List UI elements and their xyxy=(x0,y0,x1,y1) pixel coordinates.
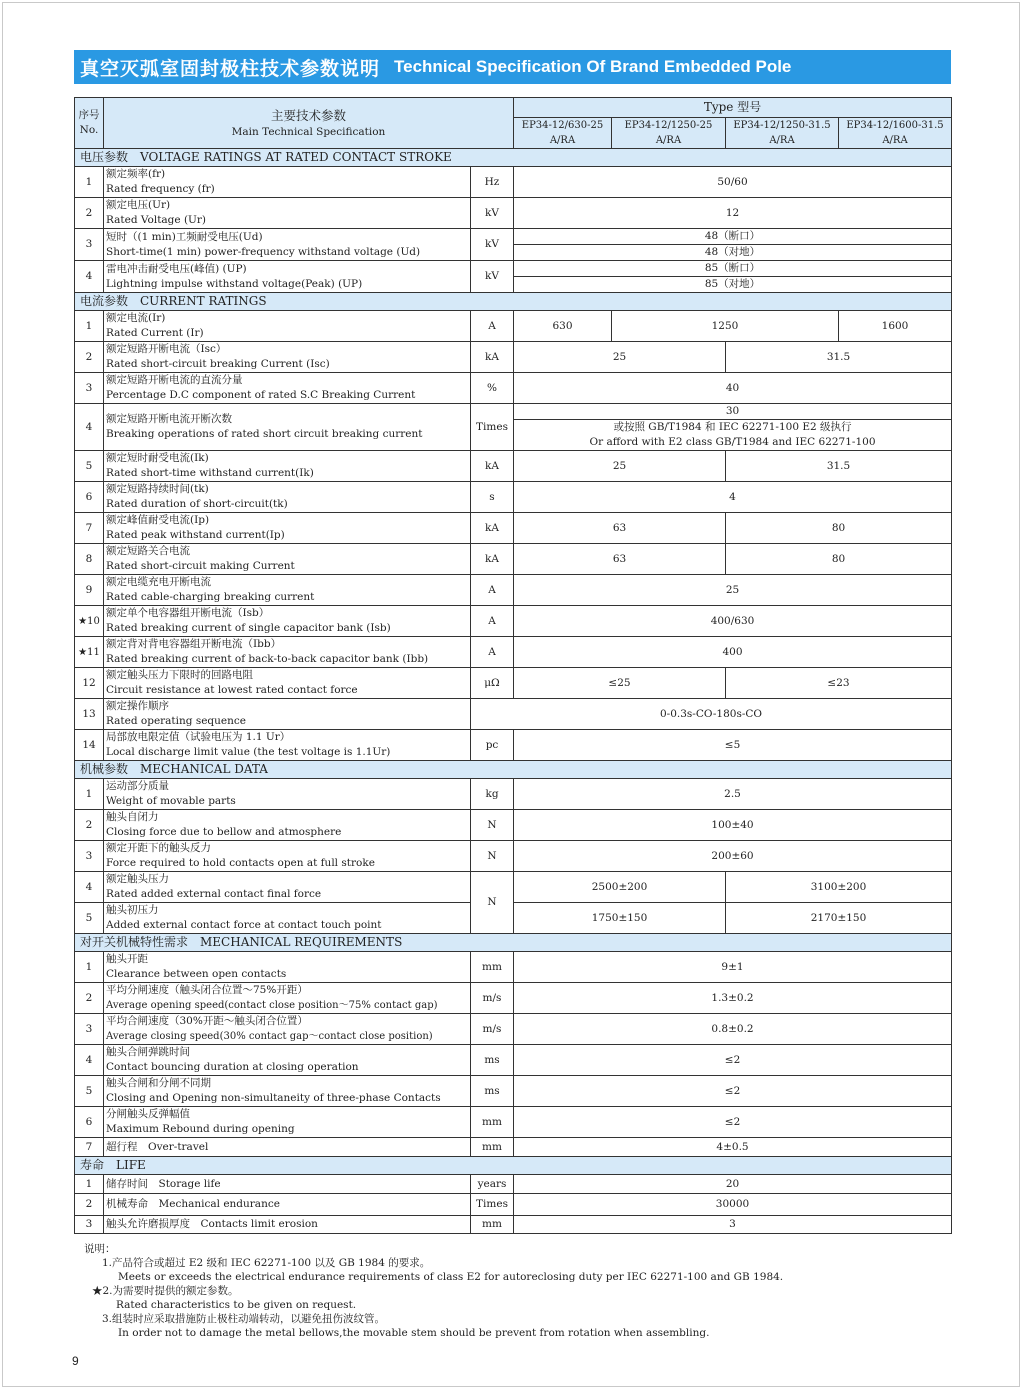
param-cn: 触头合闸和分闸不同期 xyxy=(106,1077,211,1089)
row-no: 5 xyxy=(75,1076,104,1107)
param-en: Contact bouncing duration at closing operation xyxy=(106,1061,359,1073)
table-row xyxy=(75,1107,952,1138)
row-no: 2 xyxy=(75,342,104,373)
row-no: 14 xyxy=(75,730,104,761)
table-row xyxy=(75,637,952,668)
value-cell: 31.5 xyxy=(726,342,952,373)
unit-cell: Times xyxy=(471,1194,514,1216)
header-row xyxy=(75,98,952,118)
header-main-cn: 主要技术参数 xyxy=(270,107,346,123)
param-en: Clearance between open contacts xyxy=(106,968,287,980)
value-earth: 48（对地） xyxy=(704,246,761,258)
unit-cell: s xyxy=(471,482,514,513)
table-row xyxy=(75,779,952,810)
unit-cell: ms xyxy=(471,1076,514,1107)
row-no: ★11 xyxy=(75,637,104,668)
param-cell xyxy=(104,810,471,841)
note-3-cn: 3.组装时应采取措施防止极柱动端转动，以避免扭伤波纹管。 xyxy=(102,1313,386,1325)
header-no xyxy=(75,98,104,149)
param-en: Force required to hold contacts open at full stroke xyxy=(106,857,375,869)
table-row xyxy=(75,482,952,513)
param-cell xyxy=(104,513,471,544)
section-life-title: 寿命 LIFE xyxy=(75,1157,952,1175)
param-cn: 额定开距下的触头反力 xyxy=(106,842,211,854)
param-en: Rated Current (Ir) xyxy=(106,327,204,339)
value-cell: 0.8±0.2 xyxy=(514,1014,952,1045)
param-en: Short-time(1 min) power-frequency withstand voltage (Ud) xyxy=(106,245,421,258)
row-no: 6 xyxy=(75,1107,104,1138)
unit-cell: ms xyxy=(471,1045,514,1076)
param-cn: 额定电流(Ir) xyxy=(106,312,166,324)
row-no: 2 xyxy=(75,1194,104,1216)
value-cell: ≤2 xyxy=(514,1045,952,1076)
param-en: Circuit resistance at lowest rated contact force xyxy=(106,684,358,696)
row-no: 4 xyxy=(75,404,104,451)
param-cn: 分闸触头反弹幅值 xyxy=(106,1108,190,1120)
table-row xyxy=(75,575,952,606)
value-cell: 1750±150 xyxy=(514,903,726,934)
header-type: Type 型号 xyxy=(514,98,952,118)
row-no: 1 xyxy=(75,311,104,342)
param-cell xyxy=(104,544,471,575)
value-break: 85（断口） xyxy=(514,261,951,277)
param-en: Average opening speed(contact close position～75% contact gap) xyxy=(106,1000,438,1011)
row-no: 5 xyxy=(75,451,104,482)
unit-cell: A xyxy=(471,575,514,606)
header-main xyxy=(104,98,514,149)
table-row xyxy=(75,903,952,934)
param-cell xyxy=(104,167,471,198)
table-row xyxy=(75,1014,952,1045)
param-en: Maximum Rebound during opening xyxy=(106,1123,295,1135)
value-cell: 80 xyxy=(726,544,952,575)
param-cell xyxy=(104,606,471,637)
table-row xyxy=(75,1194,952,1216)
param-cell xyxy=(104,482,471,513)
param-en: Rated duration of short-circuit(tk) xyxy=(106,498,288,510)
param-cn: 额定峰值耐受电流(Ip) xyxy=(106,514,210,526)
param-cell xyxy=(104,903,471,934)
unit-cell: A xyxy=(471,637,514,668)
unit-cell: mm xyxy=(471,1138,514,1157)
value-cell: 400 xyxy=(514,637,952,668)
value-cell: 63 xyxy=(514,513,726,544)
header-no-en: No. xyxy=(79,124,99,136)
table-row xyxy=(75,1076,952,1107)
table-row xyxy=(75,513,952,544)
param-cn: 短时（(1 min)工频耐受电压(Ud) xyxy=(106,230,263,243)
unit-cell: m/s xyxy=(471,983,514,1014)
value-cell: 9±1 xyxy=(514,952,952,983)
param-cell xyxy=(104,668,471,699)
unit-cell: mm xyxy=(471,952,514,983)
param-cn: 额定短路开断电流的直流分量 xyxy=(106,374,243,386)
note-3-en: In order not to damage the metal bellows,the movable stem should be prevent from rotation when assembling. xyxy=(118,1327,710,1339)
value-cell: 20 xyxy=(514,1175,952,1194)
value-earth: 85（对地） xyxy=(704,278,761,290)
row-no: 3 xyxy=(75,1216,104,1234)
row-no: 13 xyxy=(75,699,104,730)
table-row xyxy=(75,983,952,1014)
unit-cell: A xyxy=(471,311,514,342)
title-cn: 真空灭弧室固封极柱技术参数说明 xyxy=(80,57,381,80)
value-cell: ≤2 xyxy=(514,1107,952,1138)
value-standard-en: Or afford with E2 class GB/T1984 and IEC 62271-100 xyxy=(589,436,876,448)
param-cn: 额定短时耐受电流(Ik) xyxy=(106,452,209,464)
param-cn: 额定短路开断电流（Isc） xyxy=(106,343,227,355)
section-mechanical xyxy=(75,761,952,779)
unit-cell: N xyxy=(471,810,514,841)
table-row xyxy=(75,668,952,699)
value-times: 30 xyxy=(514,404,951,420)
unit-cell: m/s xyxy=(471,1014,514,1045)
param-cn: 额定背对背电容器组开断电流（Ibb） xyxy=(106,638,282,650)
note-2-en: Rated characteristics to be given on request. xyxy=(116,1299,357,1311)
table-row xyxy=(75,311,952,342)
param-cn: 机械寿命 Mechanical endurance xyxy=(106,1198,280,1210)
table-row xyxy=(75,229,952,261)
notes xyxy=(74,1242,951,1340)
param-cn: 额定电压(Ur) xyxy=(106,199,171,211)
param-cn: 额定频率(fr) xyxy=(106,168,166,180)
param-cn: 储存时间 Storage life xyxy=(106,1177,221,1190)
value-cell: 400/630 xyxy=(514,606,952,637)
param-cn: 额定触头压力 xyxy=(106,873,169,885)
row-no: 3 xyxy=(75,229,104,261)
table-row xyxy=(75,404,952,451)
table-row xyxy=(75,810,952,841)
table-row xyxy=(75,451,952,482)
row-no: 9 xyxy=(75,575,104,606)
value-cell: 2.5 xyxy=(514,779,952,810)
value-cell xyxy=(514,229,952,261)
param-cell xyxy=(104,1216,471,1234)
param-cn: 额定触头压力下限时的回路电阻 xyxy=(106,669,253,681)
spec-table xyxy=(74,97,952,1234)
unit-cell: Hz xyxy=(471,167,514,198)
table-row xyxy=(75,167,952,198)
param-cell xyxy=(104,779,471,810)
param-en: Rated short-time withstand current(Ik) xyxy=(106,467,314,479)
table-row xyxy=(75,872,952,903)
param-en: Rated short-circuit making Current xyxy=(106,560,295,572)
param-cell xyxy=(104,699,471,730)
value-cell: 40 xyxy=(514,373,952,404)
param-cell xyxy=(104,730,471,761)
param-cell xyxy=(104,342,471,373)
param-cn: 额定短路开断电流开断次数 xyxy=(106,413,232,425)
table-row xyxy=(75,1175,952,1194)
unit-cell: kV xyxy=(471,229,514,261)
param-en: Rated breaking current of single capacitor bank (Isb) xyxy=(106,622,391,634)
row-no: 12 xyxy=(75,668,104,699)
param-cell xyxy=(104,1138,471,1157)
param-cn: 运动部分质量 xyxy=(106,780,169,792)
row-no: 4 xyxy=(75,261,104,293)
value-cell: ≤25 xyxy=(514,668,726,699)
unit-cell: kg xyxy=(471,779,514,810)
model-3: EP34-12/1250-31.5 A/RA xyxy=(726,118,839,149)
unit-cell: μΩ xyxy=(471,668,514,699)
param-en: Weight of movable parts xyxy=(106,795,236,807)
param-cell xyxy=(104,575,471,606)
param-en: Added external contact force at contact touch point xyxy=(106,919,382,931)
param-cn: 雷电冲击耐受电压(峰值) (UP) xyxy=(106,262,247,275)
row-no: 3 xyxy=(75,841,104,872)
unit-cell: % xyxy=(471,373,514,404)
section-requirements xyxy=(75,934,952,952)
value-cell: 1.3±0.2 xyxy=(514,983,952,1014)
param-cn: 平均分闸速度（触头闭合位置～75%开距） xyxy=(106,984,308,996)
param-cn: 触头允许磨损厚度 Contacts limit erosion xyxy=(106,1218,318,1230)
title-en: Technical Specification Of Brand Embedded Pole xyxy=(394,57,792,76)
section-voltage-title: 电压参数 VOLTAGE RATINGS AT RATED CONTACT STROKE xyxy=(75,149,952,167)
unit-cell: Times xyxy=(471,404,514,451)
table-row xyxy=(75,730,952,761)
param-en: Rated cable-charging breaking current xyxy=(106,591,315,603)
param-cell xyxy=(104,983,471,1014)
param-cell xyxy=(104,311,471,342)
notes-label: 说明： xyxy=(84,1243,116,1255)
param-cell xyxy=(104,1076,471,1107)
model-1: EP34-12/630-25 A/RA xyxy=(514,118,612,149)
param-cell xyxy=(104,1045,471,1076)
value-cell: ≤2 xyxy=(514,1076,952,1107)
param-en: Rated breaking current of back-to-back capacitor bank (Ibb) xyxy=(106,653,429,665)
param-cn: 超行程 Over-travel xyxy=(106,1140,209,1153)
note-1-en: Meets or exceeds the electrical endurance requirements of class E2 for autoreclosing duty per IEC 62271-100 and GB 1984. xyxy=(118,1271,784,1283)
param-en: Lightning impulse withstand voltage(Peak) (UP) xyxy=(106,277,363,290)
table-row xyxy=(75,342,952,373)
row-no: 5 xyxy=(75,903,104,934)
param-cell xyxy=(104,261,471,293)
section-life xyxy=(75,1157,952,1175)
param-en: Rated Voltage (Ur) xyxy=(106,214,207,226)
param-cn: 局部放电限定值（试验电压为 1.1 Ur） xyxy=(106,731,291,743)
value-cell: 25 xyxy=(514,575,952,606)
param-cell xyxy=(104,841,471,872)
param-cn: 平均合闸速度（30%开距～触头闭合位置） xyxy=(106,1015,308,1027)
param-cell xyxy=(104,637,471,668)
param-en: Local discharge limit value (the test voltage is 1.1Ur) xyxy=(106,746,391,758)
param-en: Percentage D.C component of rated S.C Breaking Current xyxy=(106,389,416,401)
section-current xyxy=(75,293,952,311)
row-no: 2 xyxy=(75,198,104,229)
row-no: 1 xyxy=(75,779,104,810)
value-cell: ≤5 xyxy=(514,730,952,761)
row-no: 8 xyxy=(75,544,104,575)
section-current-title: 电流参数 CURRENT RATINGS xyxy=(75,293,952,311)
table-row xyxy=(75,699,952,730)
row-no: ★10 xyxy=(75,606,104,637)
param-cell xyxy=(104,229,471,261)
row-no: 1 xyxy=(75,167,104,198)
value-cell: 4±0.5 xyxy=(514,1138,952,1157)
value-cell: 4 xyxy=(514,482,952,513)
value-cell: 2170±150 xyxy=(726,903,952,934)
value-cell: 630 xyxy=(514,311,612,342)
section-mechanical-title: 机械参数 MECHANICAL DATA xyxy=(75,761,952,779)
row-no: 3 xyxy=(75,1014,104,1045)
param-en: Rated peak withstand current(Ip) xyxy=(106,529,285,541)
value-cell: 200±60 xyxy=(514,841,952,872)
row-no: 2 xyxy=(75,810,104,841)
param-cell xyxy=(104,952,471,983)
param-cn: 额定操作顺序 xyxy=(106,700,169,712)
row-no: 7 xyxy=(75,513,104,544)
value-cell xyxy=(514,261,952,293)
param-cn: 触头合闸弹跳时间 xyxy=(106,1046,190,1058)
page-number: 9 xyxy=(72,1354,79,1368)
title-bar xyxy=(74,50,951,84)
param-cell xyxy=(104,451,471,482)
table-row xyxy=(75,261,952,293)
unit-cell: N xyxy=(471,872,514,934)
row-no: 1 xyxy=(75,1175,104,1194)
table-row xyxy=(75,1216,952,1234)
param-en: Rated short-circuit breaking Current (Isc) xyxy=(106,358,330,370)
unit-cell: N xyxy=(471,841,514,872)
unit-cell: kV xyxy=(471,261,514,293)
param-cell xyxy=(104,1175,471,1194)
table-row xyxy=(75,1138,952,1157)
row-no: 4 xyxy=(75,872,104,903)
unit-cell: kA xyxy=(471,451,514,482)
param-en: Average closing speed(30% contact gap～contact close position) xyxy=(106,1031,433,1042)
note-2-cn: ★2.为需要时提供的额定参数。 xyxy=(92,1285,239,1297)
value-cell: 12 xyxy=(514,198,952,229)
param-en: Rated frequency (fr) xyxy=(106,183,215,195)
param-cn: 额定短路关合电流 xyxy=(106,545,190,557)
header-main-en: Main Technical Specification xyxy=(231,125,386,138)
table-row xyxy=(75,198,952,229)
model-4: EP34-12/1600-31.5 A/RA xyxy=(839,118,952,149)
value-cell: 3 xyxy=(514,1216,952,1234)
value-cell: 1250 xyxy=(612,311,839,342)
value-cell: 2500±200 xyxy=(514,872,726,903)
param-en: Closing and Opening non-simultaneity of three-phase Contacts xyxy=(106,1092,441,1104)
param-cn: 触头初压力 xyxy=(106,904,159,916)
row-no: 2 xyxy=(75,983,104,1014)
table-row xyxy=(75,606,952,637)
value-cell: 0-0.3s-CO-180s-CO xyxy=(471,699,952,730)
param-cell xyxy=(104,404,471,451)
value-cell: 1600 xyxy=(839,311,952,342)
value-cell: 63 xyxy=(514,544,726,575)
note-1-cn: 1.产品符合或超过 E2 级和 IEC 62271-100 以及 GB 1984 的要求。 xyxy=(102,1257,431,1269)
section-voltage xyxy=(75,149,952,167)
row-no: 6 xyxy=(75,482,104,513)
value-cell xyxy=(514,404,952,451)
param-en: Rated operating sequence xyxy=(106,715,246,727)
param-cn: 额定电缆充电开断电流 xyxy=(106,576,211,588)
value-cell: 30000 xyxy=(514,1194,952,1216)
param-cell xyxy=(104,1107,471,1138)
value-cell: 80 xyxy=(726,513,952,544)
row-no: 7 xyxy=(75,1138,104,1157)
row-no: 1 xyxy=(75,952,104,983)
unit-cell: mm xyxy=(471,1216,514,1234)
param-cell xyxy=(104,198,471,229)
value-cell: 100±40 xyxy=(514,810,952,841)
value-break: 48（断口） xyxy=(514,229,951,245)
param-cn: 触头自闭力 xyxy=(106,811,159,823)
param-cell xyxy=(104,373,471,404)
param-en: Closing force due to bellow and atmosphere xyxy=(106,826,342,838)
unit-cell: kA xyxy=(471,342,514,373)
section-requirements-title: 对开关机械特性需求 MECHANICAL REQUIREMENTS xyxy=(75,934,952,952)
param-cell xyxy=(104,1014,471,1045)
value-cell: 25 xyxy=(514,451,726,482)
unit-cell: mm xyxy=(471,1107,514,1138)
value-cell: ≤23 xyxy=(726,668,952,699)
table-row xyxy=(75,841,952,872)
param-cn: 额定单个电容器组开断电流（Isb） xyxy=(106,607,270,619)
unit-cell: kV xyxy=(471,198,514,229)
table-row xyxy=(75,373,952,404)
row-no: 3 xyxy=(75,373,104,404)
unit-cell: kA xyxy=(471,513,514,544)
unit-cell: pc xyxy=(471,730,514,761)
param-cell xyxy=(104,1194,471,1216)
value-cell: 3100±200 xyxy=(726,872,952,903)
unit-cell: years xyxy=(471,1175,514,1194)
table-row xyxy=(75,1045,952,1076)
param-cn: 额定短路持续时间(tk) xyxy=(106,483,209,495)
value-cell: 25 xyxy=(514,342,726,373)
value-standard-cn: 或按照 GB/T1984 和 IEC 62271-100 E2 级执行 xyxy=(613,421,852,433)
model-2: EP34-12/1250-25 A/RA xyxy=(612,118,726,149)
header-no-cn: 序号 xyxy=(78,109,100,121)
unit-cell: kA xyxy=(471,544,514,575)
param-en: Rated added external contact final force xyxy=(106,888,322,900)
value-cell: 31.5 xyxy=(726,451,952,482)
value-cell: 50/60 xyxy=(514,167,952,198)
param-cell xyxy=(104,872,471,903)
table-row xyxy=(75,544,952,575)
param-cn: 触头开距 xyxy=(106,953,148,965)
param-en: Breaking operations of rated short circuit breaking current xyxy=(106,428,423,440)
unit-cell: A xyxy=(471,606,514,637)
row-no: 4 xyxy=(75,1045,104,1076)
table-row xyxy=(75,952,952,983)
